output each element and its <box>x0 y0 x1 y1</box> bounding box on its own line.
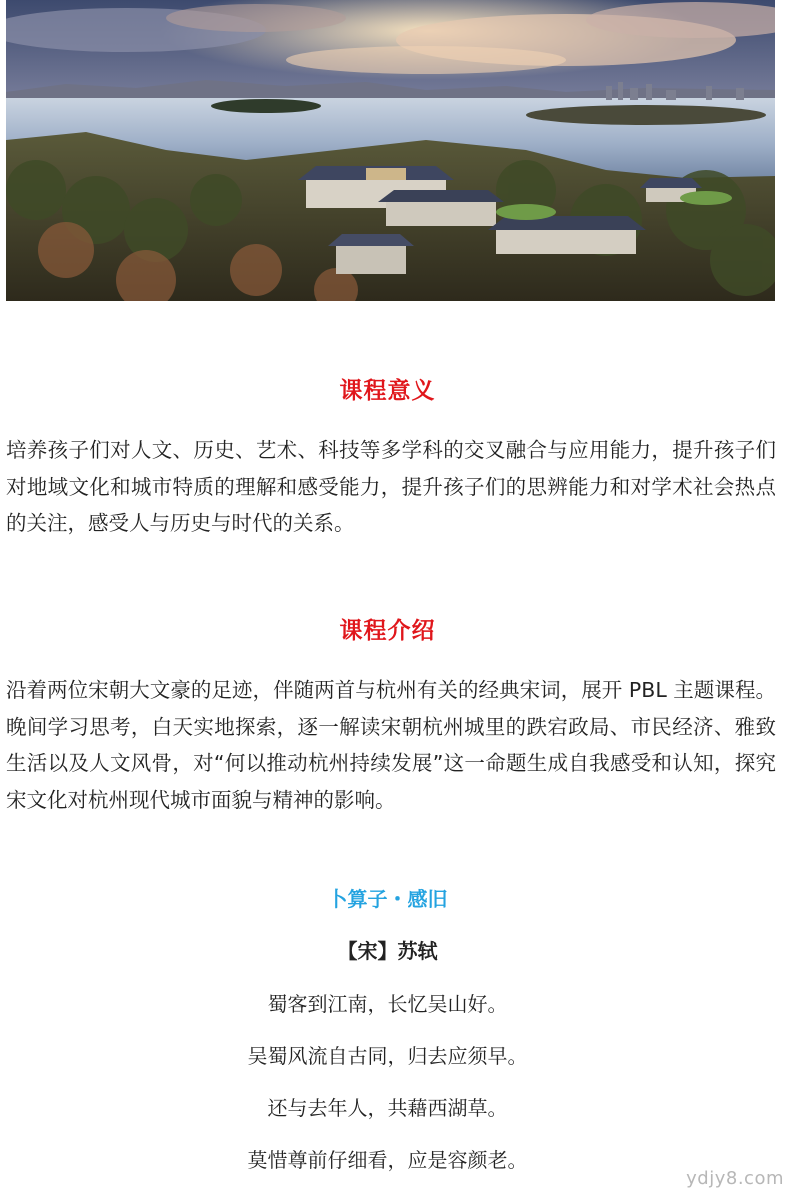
poem-line: 蜀客到江南，长忆吴山好。 <box>267 992 508 1016</box>
poem-title: 卜算子・感旧 <box>327 887 448 911</box>
hero-image <box>6 0 775 301</box>
poem-author: 【宋】苏轼 <box>337 939 438 963</box>
watermark: ydjy8.com <box>686 1168 784 1189</box>
poem-line: 莫惜尊前仔细看，应是容颜老。 <box>247 1148 528 1172</box>
poem-line: 吴蜀风流自古同，归去应须早。 <box>247 1044 528 1068</box>
intro-title: 课程介绍 <box>339 618 436 644</box>
poem-line: 还与去年人，共藉西湖草。 <box>267 1096 508 1120</box>
significance-body: 培养孩子们对人文、历史、艺术、科技等多学科的交叉融合与应用能力，提升孩子们对地域文化和城市特质的理解和感受能力，提升孩子们的思辨能力和对学术社会热点的关注，感受人与历史与时代的关系。 <box>6 438 776 535</box>
intro-body: 沿着两位宋朝大文豪的足迹，伴随两首与杭州有关的经典宋词，展开 PBL 主题课程。晚间学习思考，白天实地探索，逐一解读宋朝杭州城里的跌宕政局、市民经济、雅致生活以及人文风骨，对“何以推动杭州持续发展”这一命题生成自我感受和认知，探究宋文化对杭州现代城市面貌与精神的影响。 <box>6 678 776 812</box>
significance-title: 课程意义 <box>339 378 436 404</box>
